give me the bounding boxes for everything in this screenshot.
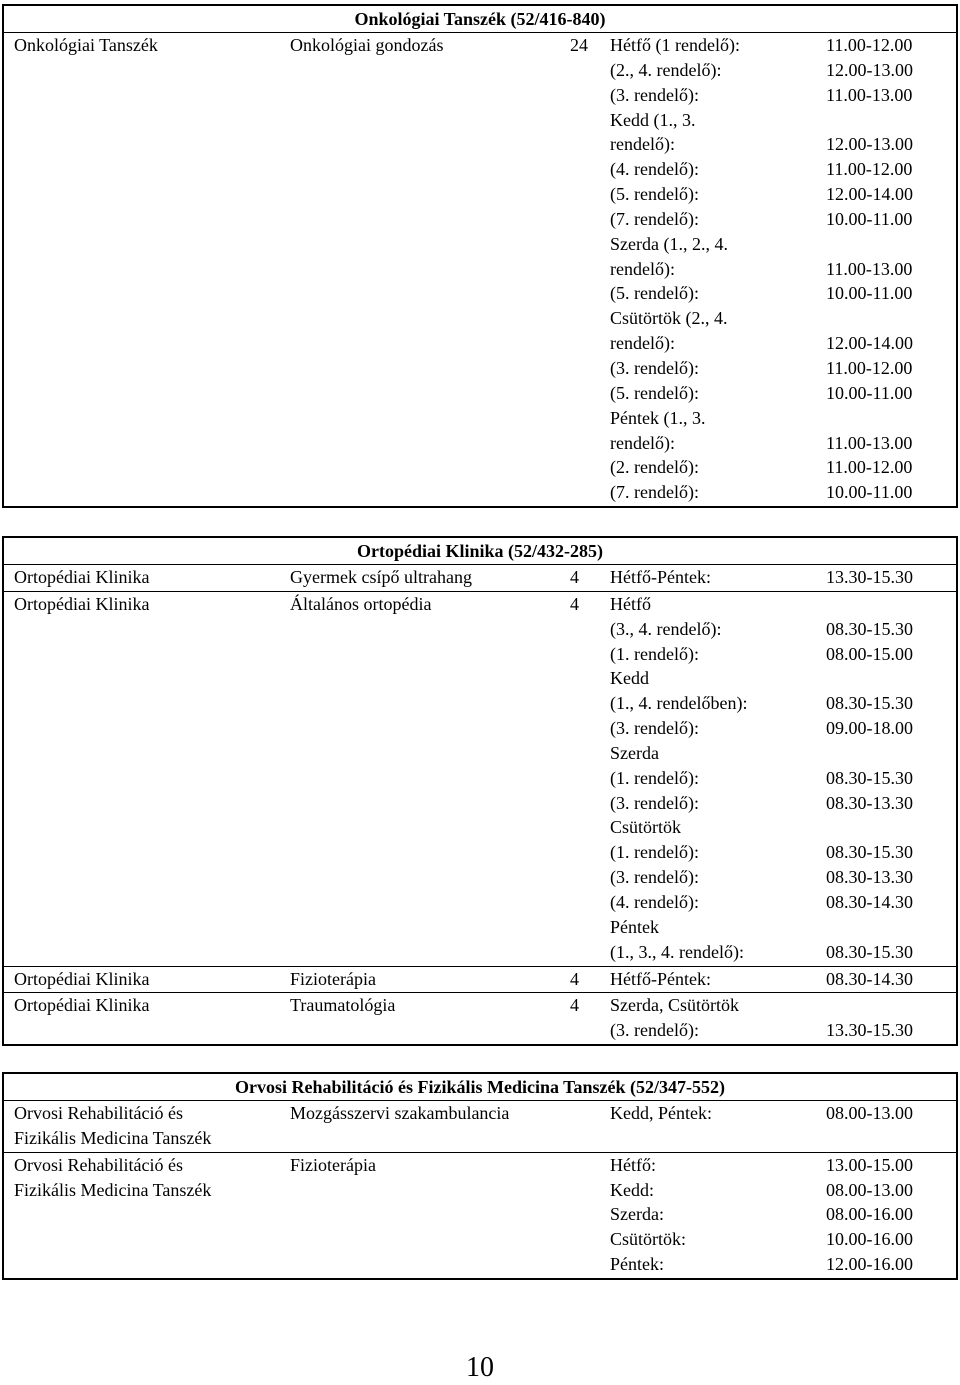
table-row (4, 565, 956, 592)
schedule-time (826, 306, 913, 331)
schedule-day-label: rendelő): (610, 333, 675, 354)
schedule-day-label: (5. rendelő): (610, 283, 699, 304)
schedule-time: 08.30-15.30 (826, 842, 913, 863)
schedule-day-label: Szerda (1., 2., 4. (610, 233, 728, 254)
department-cell (14, 967, 149, 992)
schedule-day-label: (3. rendelő): (610, 1020, 699, 1041)
section-title: Ortopédiai Klinika (52/432-285) (4, 538, 956, 565)
schedule-time: 08.30-13.30 (826, 867, 913, 888)
schedule-day-label: Szerda: (610, 1204, 664, 1225)
number-cell (570, 33, 588, 58)
service-cell (290, 33, 443, 58)
department-cell (14, 592, 149, 617)
table-row (4, 1101, 956, 1153)
table-row (4, 33, 956, 506)
schedule-day-label: Kedd (1., 3. (610, 109, 696, 130)
schedule-time: 08.30-15.30 (826, 618, 913, 639)
schedule-time (826, 108, 913, 133)
schedule-time: 12.00-13.00 (826, 59, 913, 80)
schedule-time: 12.00-16.00 (826, 1254, 913, 1275)
number-cell (570, 565, 579, 590)
schedule-day-label: Kedd: (610, 1179, 654, 1200)
service-name: Onkológiai gondozás (290, 35, 444, 55)
schedule-time: 08.00-15.00 (826, 643, 913, 664)
service-cell (290, 993, 395, 1018)
table-row (4, 967, 956, 994)
schedule-time: 11.00-13.00 (826, 432, 913, 453)
schedule-time: 09.00-18.00 (826, 718, 913, 739)
schedule-day-label: Péntek (610, 916, 659, 937)
consultation-count: 4 (570, 593, 579, 614)
schedule-day-label: (3. rendelő): (610, 718, 699, 739)
schedule-time: 10.00-16.00 (826, 1229, 913, 1250)
schedule-time: 12.00-14.00 (826, 333, 913, 354)
schedule-day-label: (4. rendelő): (610, 891, 699, 912)
schedule-day-label: (5. rendelő): (610, 184, 699, 205)
schedule-day-label: (3. rendelő): (610, 84, 699, 105)
schedule-day-label: (1. rendelő): (610, 842, 699, 863)
schedule-day-cell (610, 993, 739, 1043)
schedule-day-label: (3. rendelő): (610, 867, 699, 888)
schedule-time: 11.00-12.00 (826, 35, 913, 55)
schedule-day-label: Csütörtök (2., 4. (610, 308, 728, 329)
schedule-time (826, 915, 913, 940)
schedule-day-label: Hétfő (1 rendelő): (610, 35, 740, 55)
table-row (4, 993, 956, 1044)
service-name: Gyermek csípő ultrahang (290, 567, 472, 587)
table-row (4, 592, 956, 967)
page-number: 10 (466, 1352, 494, 1383)
schedule-day-label: Kedd, Péntek: (610, 1103, 712, 1123)
department-name: Ortopédiai Klinika (14, 567, 150, 587)
schedule-day-cell (610, 1101, 712, 1126)
schedule-time (826, 592, 913, 617)
schedule-time: 10.00-11.00 (826, 208, 913, 229)
section-title: Orvosi Rehabilitáció és Fizikális Medicina Tanszék (52/347-552) (4, 1074, 956, 1101)
schedule-time (826, 815, 913, 840)
schedule-day-cell (610, 592, 747, 965)
service-name: Fizioterápia (290, 1154, 376, 1175)
section-table (2, 1072, 958, 1280)
schedule-time: 11.00-13.00 (826, 84, 913, 105)
schedule-time: 08.30-15.30 (826, 693, 913, 714)
department-name: Onkológiai Tanszék (14, 35, 158, 55)
schedule-time (826, 993, 913, 1018)
schedule-day-label: (4. rendelő): (610, 159, 699, 180)
schedule-day-label: rendelő): (610, 258, 675, 279)
schedule-day-label: (2., 4. rendelő): (610, 59, 722, 80)
schedule-time (826, 232, 913, 257)
schedule-day-label: Csütörtök (610, 817, 682, 838)
schedule-time-cell (826, 565, 913, 590)
schedule-day-label: (7. rendelő): (610, 208, 699, 229)
schedule-time: 11.00-12.00 (826, 457, 913, 478)
schedule-day-cell (610, 1153, 686, 1277)
schedule-time-cell (826, 967, 913, 992)
schedule-time: 13.00-15.00 (826, 1154, 913, 1175)
schedule-day-label: rendelő): (610, 134, 675, 155)
department-name: Ortopédiai Klinika (14, 593, 150, 614)
schedule-day-label: Hétfő-Péntek: (610, 968, 711, 989)
consultation-count: 4 (570, 567, 579, 587)
schedule-time: 13.30-15.30 (826, 1020, 913, 1041)
department-name: Ortopédiai Klinika (14, 968, 150, 989)
schedule-time-cell (826, 33, 913, 505)
schedule-time (826, 666, 913, 691)
schedule-day-label: (1. rendelő): (610, 643, 699, 664)
schedule-day-label: rendelő): (610, 432, 675, 453)
section-title: Onkológiai Tanszék (52/416-840) (4, 6, 956, 33)
schedule-day-label: (2. rendelő): (610, 457, 699, 478)
schedule-day-cell (610, 967, 711, 992)
department-name: Fizikális Medicina Tanszék (14, 1179, 212, 1200)
schedule-day-label: Hétfő: (610, 1154, 656, 1175)
department-cell (14, 565, 149, 590)
schedule-day-label: (3. rendelő): (610, 792, 699, 813)
schedule-day-label: Kedd (610, 668, 649, 689)
schedule-time: 08.30-13.30 (826, 792, 913, 813)
department-cell (14, 1101, 211, 1151)
number-cell (570, 993, 579, 1018)
department-name: Fizikális Medicina Tanszék (14, 1127, 212, 1148)
schedule-day-label: (3. rendelő): (610, 357, 699, 378)
consultation-count: 24 (570, 35, 588, 55)
schedule-time: 11.00-13.00 (826, 258, 913, 279)
number-cell (570, 967, 579, 992)
schedule-day-label: (1. rendelő): (610, 767, 699, 788)
service-name: Általános ortopédia (290, 593, 432, 614)
schedule-time: 08.00-16.00 (826, 1204, 913, 1225)
department-cell (14, 1153, 211, 1203)
number-cell (570, 592, 579, 617)
schedule-day-label: (3., 4. rendelő): (610, 618, 722, 639)
schedule-time-cell (826, 592, 913, 965)
schedule-day-label: (5. rendelő): (610, 382, 699, 403)
schedule-time-cell (826, 993, 913, 1043)
schedule-time: 08.00-13.00 (826, 1179, 913, 1200)
service-name: Traumatológia (290, 995, 396, 1016)
schedule-time: 12.00-14.00 (826, 184, 913, 205)
schedule-time-cell (826, 1153, 913, 1277)
schedule-time: 08.30-15.30 (826, 941, 913, 962)
section-table (2, 4, 958, 508)
schedule-day-label: Szerda (610, 742, 659, 763)
schedule-day-label: Péntek (1., 3. (610, 407, 706, 428)
schedule-day-cell (610, 565, 711, 590)
schedule-time: 08.30-14.30 (826, 968, 913, 989)
service-name: Fizioterápia (290, 968, 376, 989)
department-name: Orvosi Rehabilitáció és (14, 1154, 183, 1175)
schedule-day-label: (1., 3., 4. rendelő): (610, 941, 744, 962)
department-cell (14, 993, 149, 1018)
schedule-time: 13.30-15.30 (826, 567, 913, 587)
schedule-time: 10.00-11.00 (826, 382, 913, 403)
service-cell (290, 1153, 376, 1178)
schedule-day-label: Hétfő (610, 593, 651, 614)
schedule-day-label: Csütörtök: (610, 1229, 687, 1250)
schedule-time: 10.00-11.00 (826, 283, 913, 304)
schedule-time (826, 406, 913, 431)
schedule-time: 11.00-12.00 (826, 357, 913, 378)
consultation-count: 4 (570, 995, 579, 1016)
schedule-time: 08.30-15.30 (826, 767, 913, 788)
service-cell (290, 592, 431, 617)
schedule-time: 08.30-14.30 (826, 891, 913, 912)
schedule-day-cell (610, 33, 740, 505)
section-table (2, 536, 958, 1046)
schedule-time-cell (826, 1101, 913, 1126)
consultation-count: 4 (570, 968, 579, 989)
schedule-time: 12.00-13.00 (826, 134, 913, 155)
department-name: Ortopédiai Klinika (14, 995, 150, 1016)
department-name: Orvosi Rehabilitáció és (14, 1103, 183, 1123)
service-cell (290, 967, 376, 992)
department-cell (14, 33, 158, 58)
schedule-day-label: (7. rendelő): (610, 482, 699, 503)
schedule-day-label: (1., 4. rendelőben): (610, 693, 748, 714)
schedule-time: 08.00-13.00 (826, 1103, 913, 1123)
schedule-day-label: Szerda, Csütörtök (610, 995, 739, 1016)
schedule-day-label: Péntek: (610, 1254, 664, 1275)
service-name: Mozgásszervi szakambulancia (290, 1103, 510, 1123)
service-cell (290, 1101, 509, 1126)
schedule-time: 11.00-12.00 (826, 159, 913, 180)
schedule-time: 10.00-11.00 (826, 482, 913, 503)
table-row (4, 1153, 956, 1278)
schedule-day-label: Hétfő-Péntek: (610, 567, 711, 587)
schedule-time (826, 741, 913, 766)
service-cell (290, 565, 472, 590)
